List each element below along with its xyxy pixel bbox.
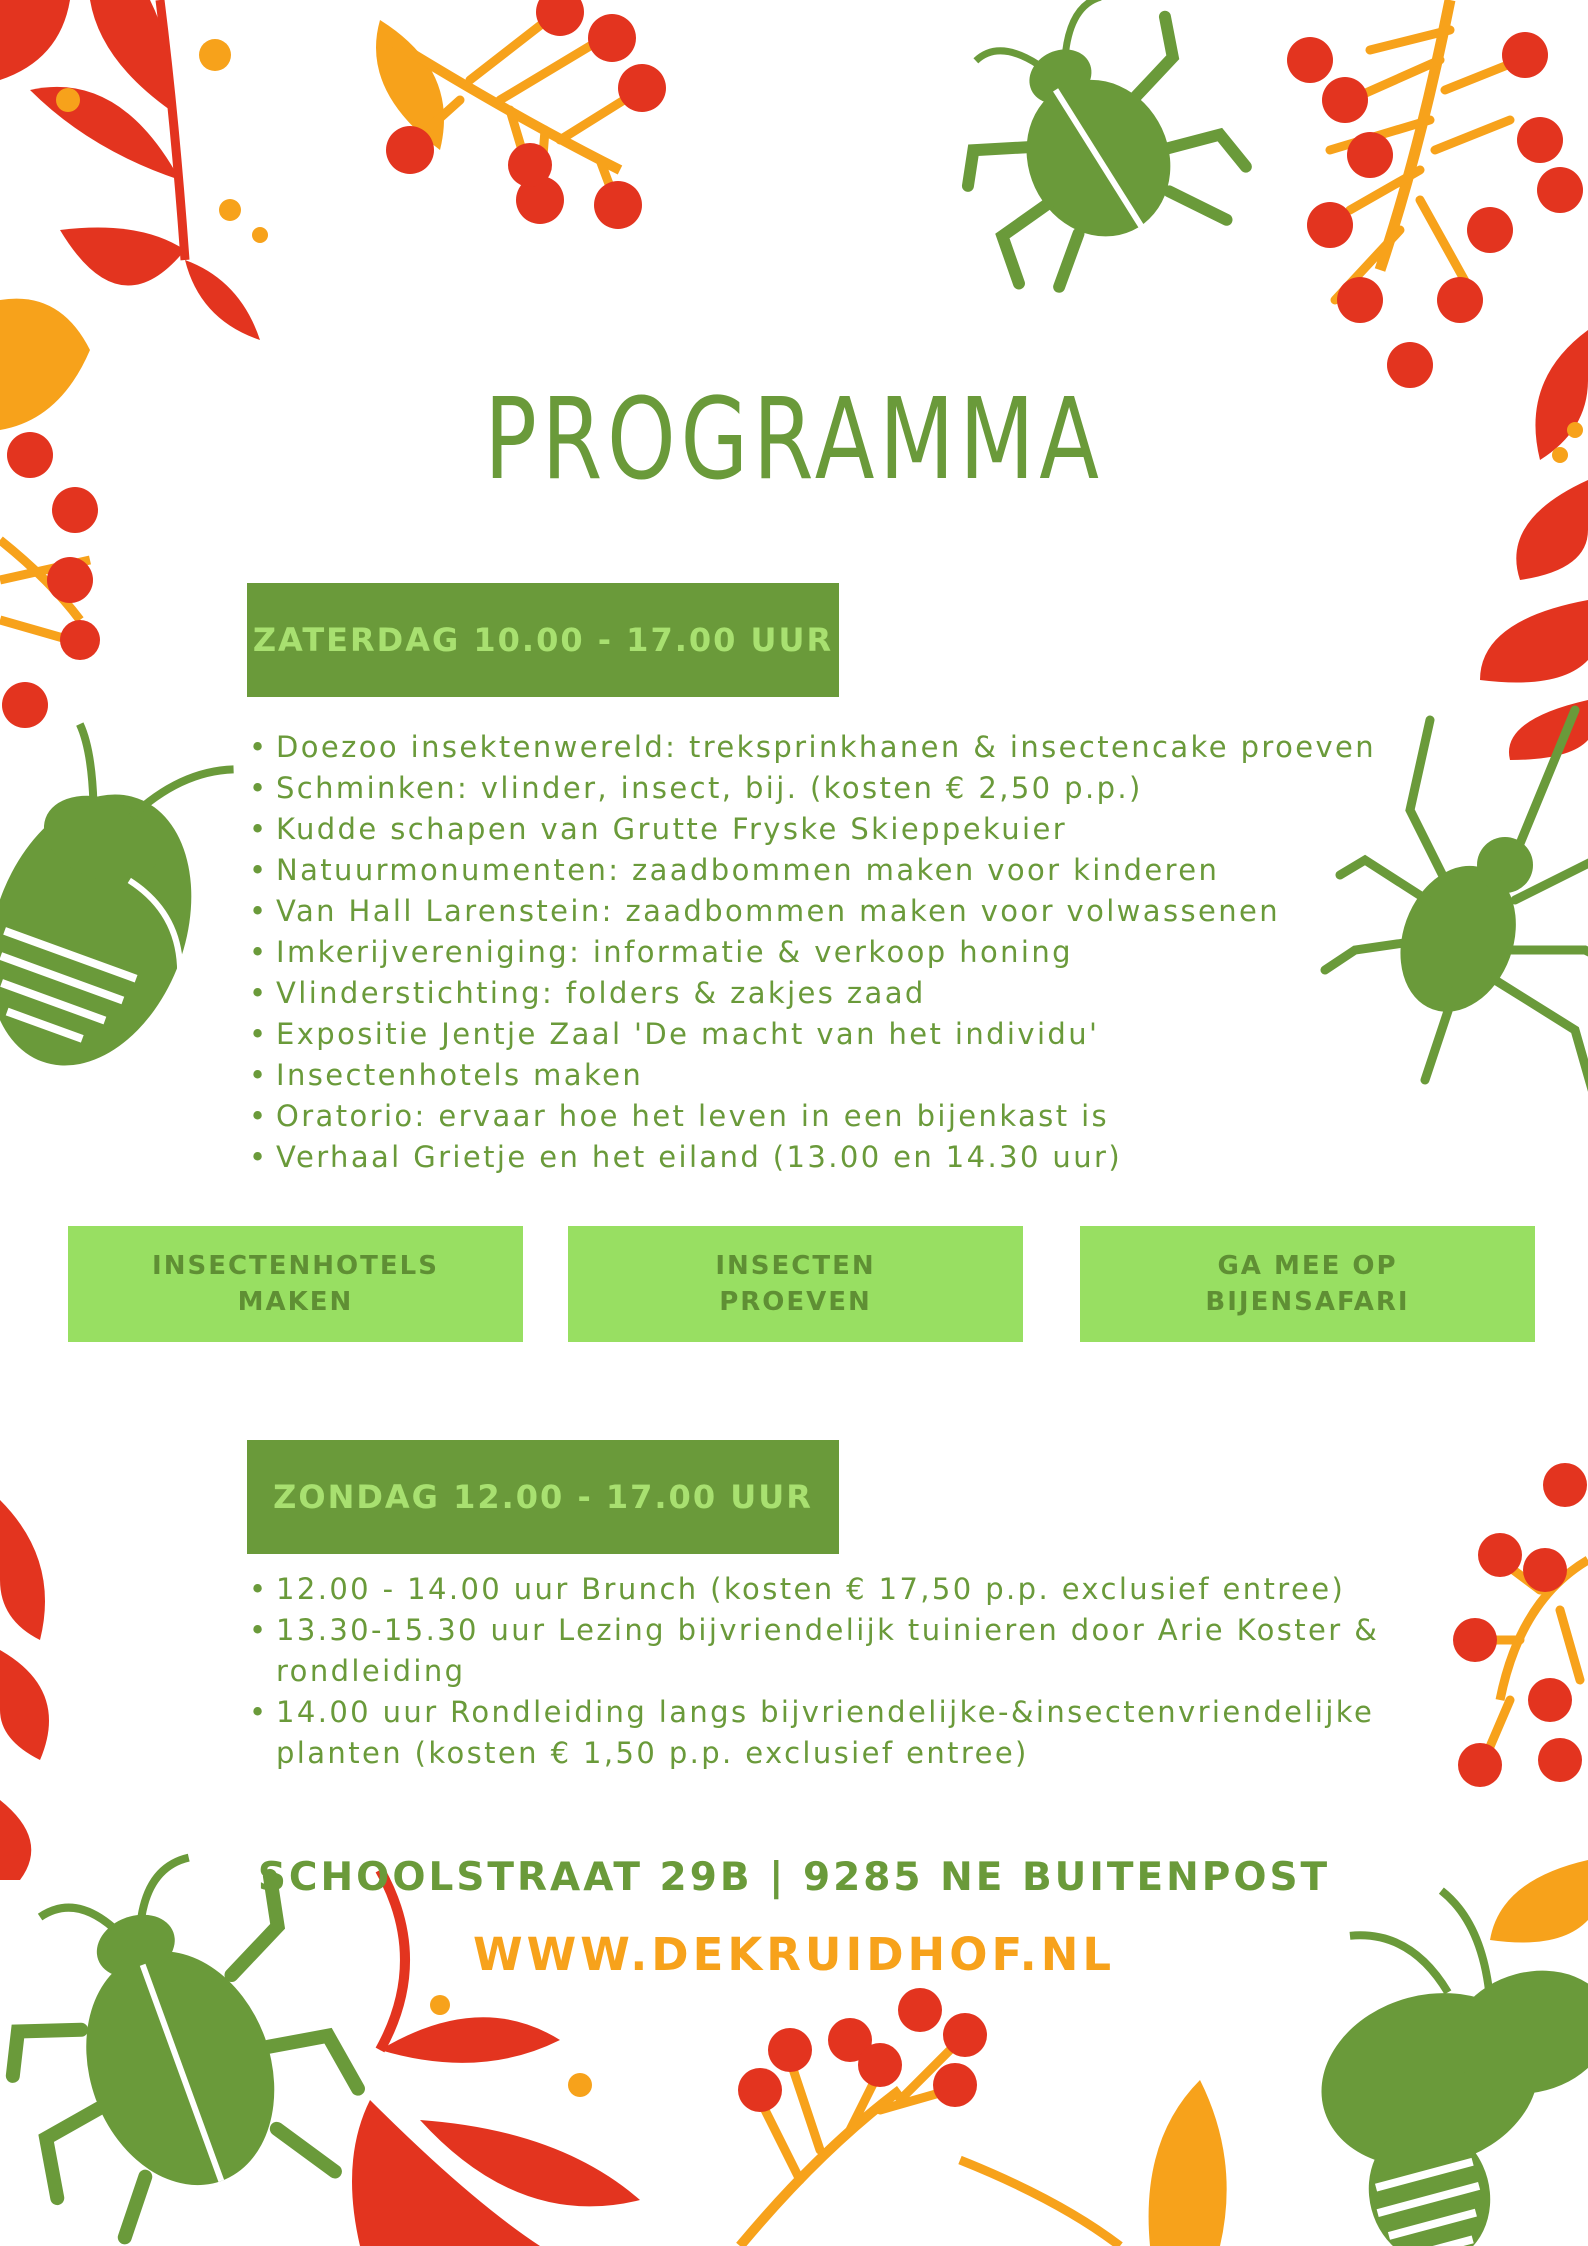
sunday-header [247, 1440, 839, 1554]
berry-branch-icon [738, 1988, 1227, 2246]
list-item: • Schminken: vlinder, insect, bij. (kosten € 2,50 p.p.) [245, 768, 1425, 809]
list-item: • 13.30-15.30 uur Lezing bijvriendelijk tuinieren door Arie Koster & rondleiding [245, 1610, 1430, 1692]
beetle-icon [919, 0, 1263, 313]
sunday-header-label: ZONDAG 12.00 - 17.00 UUR [273, 1478, 813, 1516]
sunday-activity-list [245, 1569, 1430, 1774]
highlight-insecten-proeven [568, 1226, 1023, 1342]
highlight-insectenhotels [68, 1226, 523, 1342]
leaf-icon [1480, 330, 1588, 760]
list-item: • Vlinderstichting: folders & zakjes zaad [245, 973, 1425, 1014]
list-item: • Insectenhotels maken [245, 1055, 1425, 1096]
list-item: • Doezoo insektenwereld: treksprinkhanen & insectencake proeven [245, 727, 1425, 768]
leaf-icon [0, 0, 268, 340]
saturday-header [247, 583, 839, 697]
list-item: • Imkerijvereniging: informatie & verkoop honing [245, 932, 1425, 973]
list-item: • Natuurmonumenten: zaadbommen maken voor kinderen [245, 850, 1425, 891]
list-item: • Expositie Jentje Zaal 'De macht van het individu' [245, 1014, 1425, 1055]
website-link[interactable]: WWW.DEKRUIDHOF.NL [472, 1928, 1116, 1981]
berry-branch-icon [1287, 0, 1583, 388]
list-item: • Van Hall Larenstein: zaadbommen maken voor volwassenen [245, 891, 1425, 932]
leaf-icon [352, 1870, 640, 2246]
list-item: • Kudde schapen van Grutte Fryske Skieppekuier [245, 809, 1425, 850]
page-title: PROGRAMMA [484, 375, 1104, 505]
address: SCHOOLSTRAAT 29B | 9285 NE BUITENPOST [257, 1855, 1331, 1900]
highlight-label: GA MEE OP BIJENSAFARI [1205, 1251, 1410, 1317]
saturday-activity-list [245, 727, 1425, 1178]
list-item: • 14.00 uur Rondleiding langs bijvriendelijke-&insectenvriendelijke planten (kosten € 1,50 p.p. exclusief entree) [245, 1692, 1430, 1774]
list-item: • Oratorio: ervaar hoe het leven in een bijenkast is [245, 1096, 1425, 1137]
saturday-header-label: ZATERDAG 10.00 - 17.00 UUR [252, 621, 834, 659]
highlight-label: INSECTENHOTELS MAKEN [152, 1251, 439, 1317]
list-item: • 12.00 - 14.00 uur Brunch (kosten € 17,50 p.p. exclusief entree) [245, 1569, 1430, 1610]
bee-icon [0, 710, 262, 1100]
berry-branch-icon [0, 299, 100, 728]
leaf-icon [0, 1500, 49, 1880]
berry-branch-icon [376, 0, 666, 229]
list-item: • Verhaal Grietje en het eiland (13.00 en 14.30 uur) [245, 1137, 1425, 1178]
highlight-bijensafari [1080, 1226, 1535, 1342]
highlight-label: INSECTEN PROEVEN [715, 1251, 876, 1317]
